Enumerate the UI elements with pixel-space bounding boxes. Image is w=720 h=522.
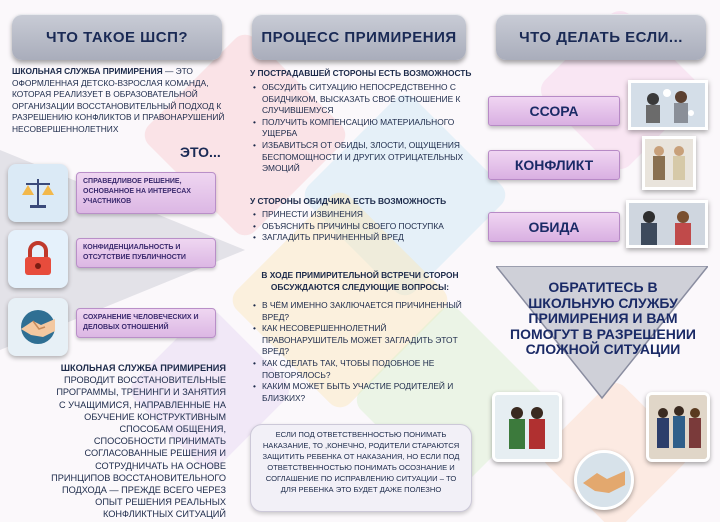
team-image	[646, 392, 710, 462]
feature-chip: СПРАВЕДЛИВОЕ РЕШЕНИЕ, ОСНОВАННОЕ НА ИНТЕРЕСАХ УЧАСТНИКОВ	[76, 172, 216, 214]
outro-bold: ШКОЛЬНАЯ СЛУЖБА ПРИМИРЕНИЯ	[60, 363, 226, 373]
feature-chip: КОНФИДЕНЦИАЛЬНОСТЬ И ОТСУТСТВИЕ ПУБЛИЧНОСТИ	[76, 238, 216, 268]
handshake-image	[574, 450, 634, 510]
list-item: • КАК СДЕЛАТЬ ТАК, ЧТОБЫ ПОДОБНОЕ НЕ ПОВТОРЯЛОСЬ?	[252, 358, 466, 381]
people-icon	[645, 139, 693, 187]
people-icon	[495, 395, 559, 459]
handshake-icon	[577, 453, 631, 507]
victim-title: У ПОСТРАДАВШЕЙ СТОРОНЫ ЕСТЬ ВОЗМОЖНОСТЬ	[250, 68, 472, 78]
intro-text	[12, 66, 234, 136]
list-item: • ПРИНЕСТИ ИЗВИНЕНИЯ	[252, 209, 466, 221]
offense-image	[626, 200, 708, 248]
offender-title: У СТОРОНЫ ОБИДЧИКА ЕСТЬ ВОЗМОЖНОСТЬ	[250, 196, 447, 206]
questions-list	[252, 300, 466, 404]
people-icon	[631, 83, 705, 127]
quarrel-image	[628, 80, 708, 130]
people-icon	[649, 395, 707, 459]
list-item: • КАК НЕСОВЕРШЕННОЛЕТНИЙ ПРАВОНАРУШИТЕЛЬ МОЖЕТ ЗАГЛАДИТЬ ЭТОТ ВРЕД?	[252, 323, 466, 358]
intro-rest: — ЭТО ОФОРМЛЕННАЯ ДЕТСКО-ВЗРОСЛАЯ КОМАНДА, КОТОРАЯ РЕАЛИЗУЕТ В ОБРАЗОВАТЕЛЬНОЙ ОРГАНИЗАЦИИ ВОССТАНОВИТЕЛЬНЫЙ ПОДХОД К РАЗРЕШЕНИЮ КОНФЛИКТОВ И ПРАВОНАРУШЕНИЙ НЕСОВЕРШЕННОЛЕТНИХ	[12, 66, 225, 134]
people-icon	[629, 203, 705, 245]
tag-conflict: КОНФЛИКТ	[488, 150, 620, 180]
outro-text	[50, 362, 226, 521]
list-item: • КАКИМ МОЖЕТ БЫТЬ УЧАСТИЕ РОДИТЕЛЕЙ И БЛИЗКИХ?	[252, 381, 466, 404]
list-item: • ИЗБАВИТЬСЯ ОТ ОБИДЫ, ЗЛОСТИ, ОЩУЩЕНИЯ БЕСПОМОЩНОСТИ И ДРУГИХ ОТРИЦАТЕЛЬНЫХ ЭМОЦИЙ	[252, 140, 466, 175]
cta-text: ОБРАТИТЕСЬ В ШКОЛЬНУЮ СЛУЖБУ ПРИМИРЕНИЯ И ВАМ ПОМОГУТ В РАЗРЕШЕНИИ СЛОЖНОЙ СИТУАЦИИ	[510, 279, 696, 357]
tag-offense: ОБИДА	[488, 212, 620, 242]
header-what-is: ЧТО ТАКОЕ ШСП?	[12, 14, 222, 60]
victim-list	[252, 82, 466, 175]
lock-tile	[8, 230, 68, 288]
eto-label: ЭТО...	[180, 144, 221, 160]
list-item: • ПОЛУЧИТЬ КОМПЕНСАЦИЮ МАТЕРИАЛЬНОГО УЩЕРБА	[252, 117, 466, 140]
outro-rest: ПРОВОДИТ ВОССТАНОВИТЕЛЬНЫЕ ПРОГРАММЫ, ТРЕНИНГИ И ЗАНЯТИЯ С УЧАЩИМИСЯ, НАПРАВЛЕННЫЕ НА ОБУЧЕНИЕ КОНСТРУКТИВНЫМ СПОСОБАМ ОБЩЕНИЯ, СПОСОБНОСТИ ПРИНИМАТЬ СОГЛАСОВАННЫЕ РЕШЕНИЯ И СОТРУДНИЧАТЬ НА ОСНОВЕ ПРИНЦИПОВ ВОССТАНОВИТЕЛЬНОГО ПОДХОДА — ПРЕЖДЕ ВСЕГО ЧЕРЕЗ ОПЫТ РЕШЕНИЯ РЕАЛЬНЫХ КОНФЛИКТНЫХ СИТУАЦИЙ	[51, 375, 226, 520]
tag-quarrel: ССОРА	[488, 96, 620, 126]
intro-bold: ШКОЛЬНАЯ СЛУЖБА ПРИМИРЕНИЯ	[12, 66, 163, 76]
header-what-to-do: ЧТО ДЕЛАТЬ ЕСЛИ...	[496, 14, 706, 60]
group-image	[492, 392, 562, 462]
list-item: • ОБЪЯСНИТЬ ПРИЧИНЫ СВОЕГО ПОСТУПКА	[252, 221, 466, 233]
lock-icon	[20, 239, 56, 279]
meeting-title: В ХОДЕ ПРИМИРИТЕЛЬНОЙ ВСТРЕЧИ СТОРОН ОБСУЖДАЮТСЯ СЛЕДУЮЩИЕ ВОПРОСЫ:	[261, 270, 459, 292]
list-item: • ОБСУДИТЬ СИТУАЦИЮ НЕПОСРЕДСТВЕННО С ОБИДЧИКОМ, ВЫСКАЗАТЬ СВОЁ ОТНОШЕНИЕ К СЛУЧИВШЕМУСЯ	[252, 82, 466, 117]
list-item: • В ЧЁМ ИМЕННО ЗАКЛЮЧАЕТСЯ ПРИЧИНЕННЫЙ ВРЕД?	[252, 300, 466, 323]
list-item: • ЗАГЛАДИТЬ ПРИЧИНЕННЫЙ ВРЕД	[252, 232, 466, 244]
handshake-icon	[15, 309, 61, 345]
responsibility-note: ЕСЛИ ПОД ОТВЕТСТВЕННОСТЬЮ ПОНИМАТЬ НАКАЗАНИЕ, ТО ,КОНЕЧНО, РОДИТЕЛИ СТАРАЮТСЯ ЗАЩИТИТЬ РЕБЕНКА ОТ НАКАЗАНИЯ, НО ЕСЛИ ПОД ОТВЕТСТВЕННОСТЬЮ ПОНИМАТЬ ОСОЗНАНИЕ И СОГЛАШЕНИЕ ПО ИСПРАВЛЕНИЮ СИТУАЦИИ – ТО ДЛЯ РЕБЕНКА ЭТО БУДЕТ ДАЖЕ ПОЛЕЗНО	[250, 424, 472, 512]
conflict-image	[642, 136, 696, 190]
offender-list	[252, 209, 466, 244]
handshake-tile	[8, 298, 68, 356]
scales-icon	[18, 173, 58, 213]
feature-chip: СОХРАНЕНИЕ ЧЕЛОВЕЧЕСКИХ И ДЕЛОВЫХ ОТНОШЕНИЙ	[76, 308, 216, 338]
scales-tile	[8, 164, 68, 222]
header-process: ПРОЦЕСС ПРИМИРЕНИЯ	[252, 14, 466, 60]
